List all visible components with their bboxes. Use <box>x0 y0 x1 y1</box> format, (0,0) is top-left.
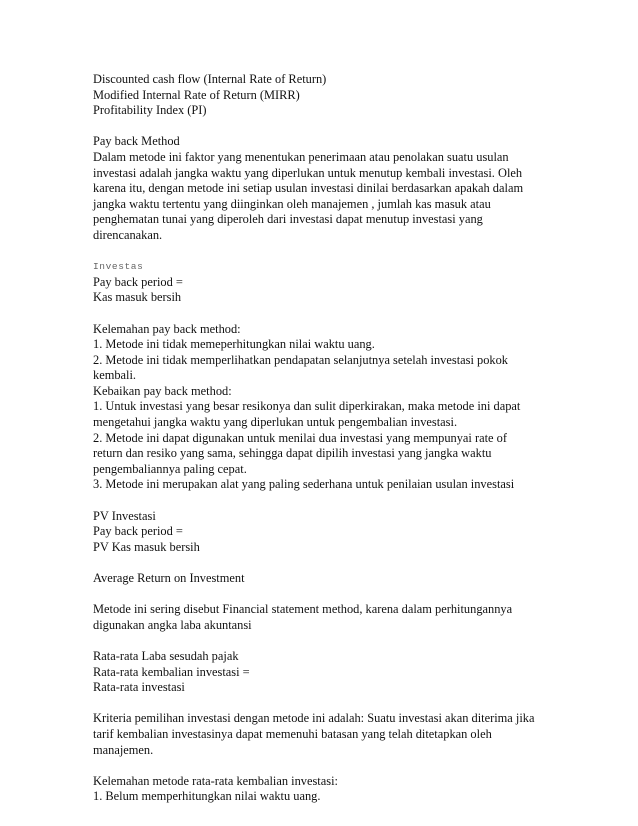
paragraph-line: jangka waktu tertentu yang diinginkan oleh manajemen , jumlah kas masuk atau <box>93 196 491 211</box>
section-heading: Pay back Method <box>93 134 180 149</box>
list-item: 2. Metode ini tidak memperlihatkan pendapatan selanjutnya setelah investasi pokok <box>93 352 508 367</box>
spacer <box>93 758 563 774</box>
section-heading: Kelemahan metode rata-rata kembalian investasi: <box>93 773 338 788</box>
spacer <box>93 244 563 260</box>
formula-denominator: Kas masuk bersih <box>93 290 182 305</box>
formula-numerator: Investas <box>93 261 144 273</box>
list-item: 1. Untuk investasi yang besar resikonya dan sulit diperkirakan, maka metode ini dapat <box>93 399 521 414</box>
paragraph-line: investasi adalah jangka waktu yang diperlukan untuk menutup kembali investasi. Oleh <box>93 165 523 180</box>
formula-label: Rata-rata kembalian investasi = <box>93 664 250 679</box>
section-heading: Kebaikan pay back method: <box>93 383 232 398</box>
document-page <box>93 72 563 805</box>
list-item: 2. Metode ini dapat digunakan untuk menilai dua investasi yang mempunyai rate of <box>93 430 507 445</box>
paragraph-line: Metode ini sering disebut Financial statement method, karena dalam perhitungannya <box>93 602 513 617</box>
intro-line: Modified Internal Rate of Return (MIRR) <box>93 87 300 102</box>
paragraph-line: direncanakan. <box>93 227 163 242</box>
arr-section <box>93 571 563 805</box>
spacer <box>93 587 563 603</box>
section-heading: Kelemahan pay back method: <box>93 321 241 336</box>
formula-denominator: PV Kas masuk bersih <box>93 539 200 554</box>
formula-label: Pay back period = <box>93 524 183 539</box>
payback-formula <box>93 259 563 306</box>
list-item: mengetahui jangka waktu yang diperlukan untuk pengembalian investasi. <box>93 415 458 430</box>
spacer <box>93 493 563 509</box>
section-heading: Average Return on Investment <box>93 571 245 585</box>
paragraph-line: penghematan tunai yang diperoleh dari investasi dapat menutup investasi yang <box>93 212 483 227</box>
paragraph-line: Kriteria pemilihan investasi dengan metode ini adalah: Suatu investasi akan diterima jika <box>93 711 535 726</box>
paragraph-line: digunakan angka laba akuntansi <box>93 617 252 632</box>
payback-weakness-section <box>93 322 563 384</box>
payback-strength-section <box>93 384 563 493</box>
spacer <box>93 306 563 322</box>
list-item: pengembaliannya paling cepat. <box>93 461 247 476</box>
list-item: 3. Metode ini merupakan alat yang paling sederhana untuk penilaian usulan investasi <box>93 477 515 492</box>
list-item: 1. Metode ini tidak memeperhitungkan nilai waktu uang. <box>93 337 375 352</box>
list-item: 1. Belum memperhitungkan nilai waktu uang. <box>93 789 321 804</box>
formula-numerator: Rata-rata Laba sesudah pajak <box>93 648 239 663</box>
paragraph-line: Dalam metode ini faktor yang menentukan penerimaan atau penolakan suatu usulan <box>93 149 509 164</box>
paragraph-line: tarif kembalian investasinya dapat memenuhi batasan yang telah ditetapkan oleh <box>93 726 492 741</box>
formula-numerator: PV Investasi <box>93 508 156 523</box>
paragraph-line: karena itu, dengan metode ini setiap usulan investasi dinilai berdasarkan apakah dalam <box>93 181 524 196</box>
payback-section <box>93 134 563 243</box>
intro-line: Profitability Index (PI) <box>93 103 207 118</box>
spacer <box>93 119 563 135</box>
pv-formula <box>93 509 563 556</box>
list-item: kembali. <box>93 368 137 383</box>
spacer <box>93 555 563 571</box>
formula-label: Pay back period = <box>93 274 183 289</box>
intro-line: Discounted cash flow (Internal Rate of Return) <box>93 72 327 86</box>
paragraph-line: manajemen. <box>93 742 154 757</box>
formula-denominator: Rata-rata investasi <box>93 680 185 695</box>
intro-block <box>93 72 563 119</box>
list-item: return dan resiko yang sama, sehingga dapat dipilih investasi yang jangka waktu <box>93 446 492 461</box>
spacer <box>93 633 563 649</box>
spacer <box>93 696 563 712</box>
